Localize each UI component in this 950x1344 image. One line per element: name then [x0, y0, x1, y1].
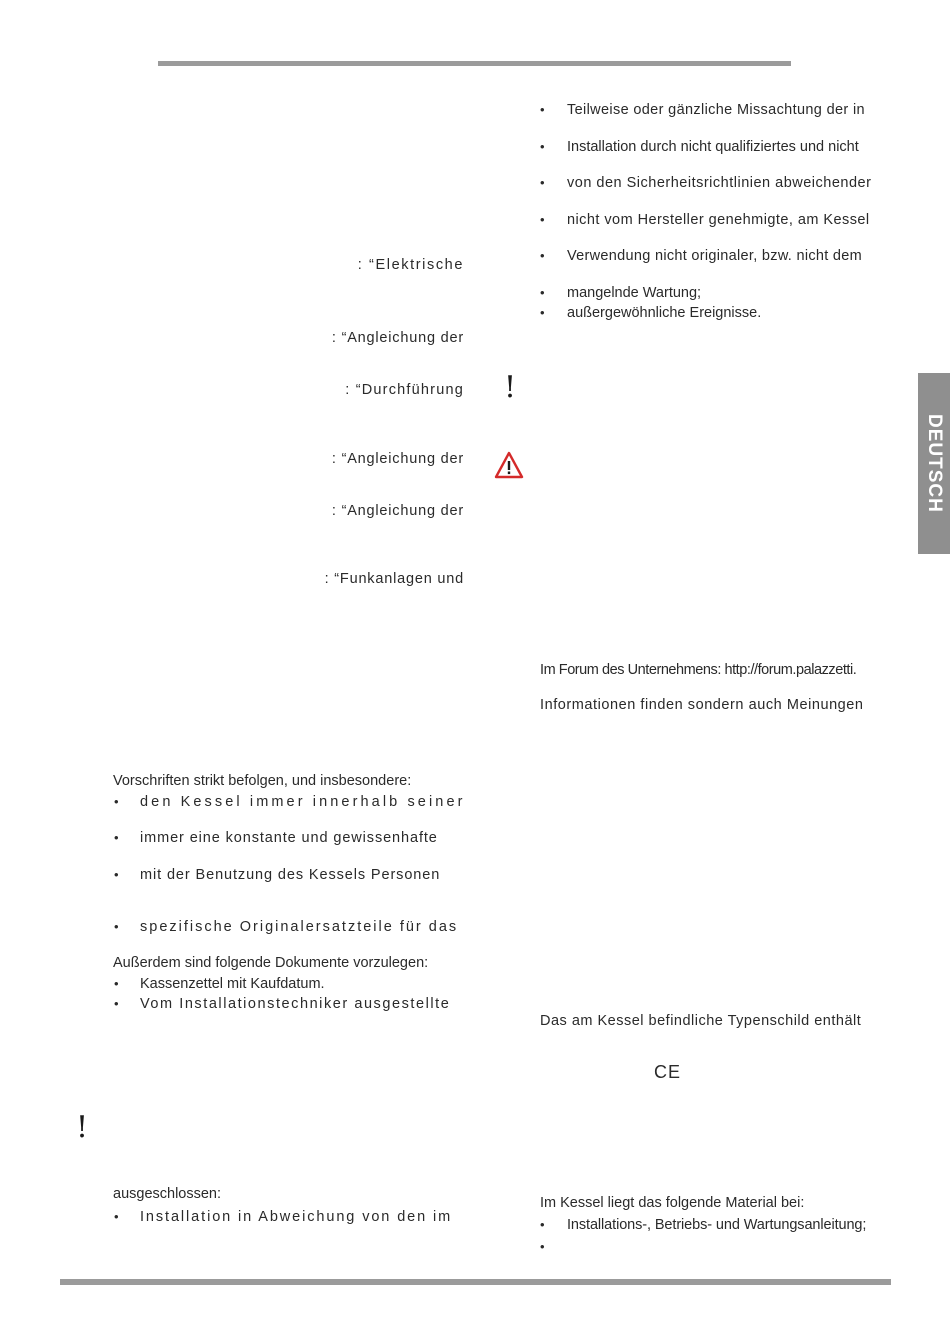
exclusion-intro: ausgeschlossen:	[113, 1186, 222, 1202]
documents-item: Kassenzettel mit Kaufdatum.	[140, 976, 325, 992]
warranty-item: mit der Benutzung des Kessels Personen	[140, 867, 441, 883]
language-tab-label: DEUTSCH	[924, 414, 945, 513]
supplied-item: Installations-, Betriebs- und Wartungsanleitung;	[567, 1217, 867, 1233]
bullet: •	[540, 175, 545, 190]
bullet: •	[540, 1217, 545, 1232]
top-rule	[158, 61, 791, 66]
right-exclusion-item: außergewöhnliche Ereignisse.	[567, 305, 762, 321]
ref-line-3: : “Durchführung	[345, 382, 464, 398]
ref-line-5: : “Angleichung der	[331, 503, 464, 519]
bullet: •	[114, 867, 119, 882]
right-exclusion-item: Teilweise oder gänzliche Missachtung der in	[567, 102, 865, 118]
bullet: •	[114, 830, 119, 845]
documents-intro: Außerdem sind folgende Dokumente vorzulegen:	[113, 955, 429, 971]
ref-line-2: : “Angleichung der	[331, 330, 464, 346]
documents-item: Vom Installationstechniker ausgestellte	[140, 996, 451, 1012]
right-exclusion-item: Installation durch nicht qualifiziertes und nicht	[567, 139, 859, 155]
bullet: •	[540, 139, 545, 154]
warning-triangle-icon	[494, 451, 524, 479]
right-exclusion-item: von den Sicherheitsrichtlinien abweichender	[567, 175, 872, 191]
bullet: •	[540, 305, 545, 320]
bullet: •	[540, 248, 545, 263]
bullet: •	[540, 285, 545, 300]
bullet: •	[114, 996, 119, 1011]
warranty-item: spezifische Originalersatzteile für das	[140, 919, 459, 935]
warranty-item: den Kessel immer innerhalb seiner	[140, 794, 466, 810]
ref-line-4: : “Angleichung der	[331, 451, 464, 467]
typeplate-line: Das am Kessel befindliche Typenschild enthält	[540, 1013, 862, 1029]
supplied-intro: Im Kessel liegt das folgende Material bei:	[540, 1195, 805, 1211]
bottom-rule	[60, 1279, 891, 1285]
ref-line-6: : “Funkanlagen und	[324, 571, 464, 587]
bullet: •	[540, 1239, 545, 1254]
right-exclusion-item: mangelnde Wartung;	[567, 285, 702, 301]
exclamation-icon: !	[76, 1110, 89, 1145]
bullet: •	[114, 1209, 119, 1224]
bullet: •	[114, 919, 119, 934]
warranty-item: immer eine konstante und gewissenhafte	[140, 830, 438, 846]
bullet: •	[114, 976, 119, 991]
forum-line-2: Informationen finden sondern auch Meinungen	[540, 697, 864, 713]
right-exclusion-item: nicht vom Hersteller genehmigte, am Kessel	[567, 212, 870, 228]
ref-line-1: : “Elektrische	[357, 257, 464, 273]
right-exclusion-item: Verwendung nicht originaler, bzw. nicht dem	[567, 248, 863, 264]
exclusion-item: Installation in Abweichung von den im	[140, 1209, 453, 1225]
language-tab	[918, 373, 950, 554]
bullet: •	[540, 102, 545, 117]
exclamation-icon: !	[504, 370, 517, 405]
warranty-intro: Vorschriften strikt befolgen, und insbesondere:	[113, 773, 412, 789]
bullet: •	[540, 212, 545, 227]
forum-line: Im Forum des Unternehmens: http://forum.palazzetti.	[540, 662, 857, 678]
ce-mark: CE	[654, 1062, 682, 1082]
bullet: •	[114, 794, 119, 809]
